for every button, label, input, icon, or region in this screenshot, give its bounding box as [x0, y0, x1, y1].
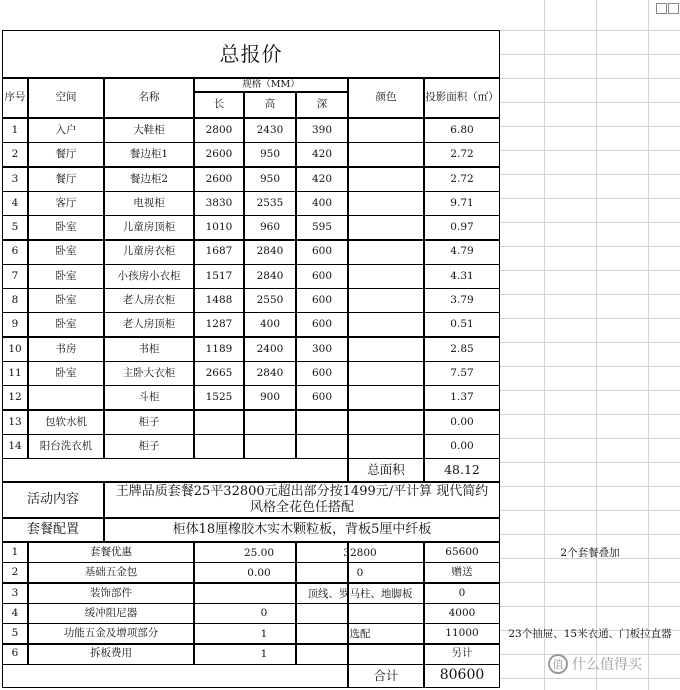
row-height: 950 [244, 142, 296, 167]
item-note [500, 562, 680, 583]
grid-line [500, 366, 680, 367]
row-space: 卧室 [28, 312, 104, 337]
total-area-label: 总面积 [348, 458, 424, 482]
grid-line [500, 150, 680, 151]
row-depth: 595 [296, 215, 348, 240]
row-name: 小孩房小衣柜 [104, 264, 194, 289]
row-height [244, 434, 296, 459]
row-space: 卧室 [28, 215, 104, 240]
grid-line [500, 102, 680, 103]
item-name: 缓冲阻尼器 [28, 603, 194, 624]
header-no: 序号 [2, 78, 28, 118]
row-height [244, 410, 296, 435]
row-name: 老人房衣柜 [104, 288, 194, 313]
row-height: 950 [244, 167, 296, 192]
item-price [296, 644, 424, 665]
total-area-value: 48.12 [424, 458, 500, 482]
grid-line [500, 174, 680, 175]
row-space: 书房 [28, 337, 104, 362]
item-price [296, 603, 424, 624]
blank-cell [2, 664, 348, 688]
item-no: 2 [2, 562, 28, 583]
item-count: 1 [260, 648, 268, 660]
row-length: 1488 [194, 288, 244, 313]
row-name: 柜子 [104, 410, 194, 435]
row-area: 3.79 [424, 288, 500, 313]
item-no: 5 [2, 623, 28, 644]
watermark-logo-icon: 值 [548, 654, 568, 674]
row-no: 14 [2, 434, 28, 459]
row-length [194, 434, 244, 459]
row-name: 柜子 [104, 434, 194, 459]
item-name: 拆板费用 [28, 644, 194, 665]
row-depth [296, 410, 348, 435]
grid-line [500, 486, 680, 487]
row-height: 960 [244, 215, 296, 240]
item-price: 32800 [343, 546, 377, 559]
header-name: 名称 [104, 78, 194, 118]
row-depth [296, 434, 348, 459]
row-area: 2.85 [424, 337, 500, 362]
row-depth: 600 [296, 361, 348, 386]
row-space: 餐厅 [28, 167, 104, 192]
header-color: 颜色 [348, 78, 424, 118]
row-area: 4.79 [424, 240, 500, 265]
row-area: 4.31 [424, 264, 500, 289]
page-title: 总报价 [2, 30, 500, 78]
row-space [28, 385, 104, 410]
row-space: 阳台洗衣机 [28, 434, 104, 459]
row-space: 卧室 [28, 240, 104, 265]
grid-line [500, 270, 680, 271]
row-name: 电视柜 [104, 191, 194, 216]
row-color [348, 167, 424, 192]
row-no: 12 [2, 385, 28, 410]
row-height: 2430 [244, 118, 296, 143]
watermark [548, 652, 678, 676]
row-depth: 390 [296, 118, 348, 143]
item-amount: 另计 [424, 644, 500, 665]
row-area: 9.71 [424, 191, 500, 216]
row-height: 2840 [244, 240, 296, 265]
header-space: 空间 [28, 78, 104, 118]
row-length [194, 410, 244, 435]
grid-line [500, 30, 680, 31]
grid-line [500, 126, 680, 127]
promo-text: 王牌品质套餐25平32800元超出部分按1499元/平计算 现代简约风格全花色任搭配 [104, 482, 500, 518]
row-color [348, 191, 424, 216]
blank-cell [2, 458, 348, 482]
header-area: 投影面积（㎡） [424, 78, 500, 118]
row-space: 卧室 [28, 288, 104, 313]
row-color [348, 312, 424, 337]
grid-line [500, 54, 680, 55]
item-note: 23个抽屉、15米衣通、门板拉直器 [508, 628, 672, 641]
grid-line [500, 294, 680, 295]
row-area: 0.51 [424, 312, 500, 337]
row-color [348, 361, 424, 386]
row-height: 900 [244, 385, 296, 410]
watermark-text: 什么值得买 [572, 657, 642, 673]
row-color [348, 385, 424, 410]
row-no: 7 [2, 264, 28, 289]
item-no: 1 [2, 542, 28, 563]
row-space: 卧室 [28, 361, 104, 386]
package-label: 套餐配置 [2, 518, 104, 542]
item-no: 3 [2, 583, 28, 604]
row-length: 2665 [194, 361, 244, 386]
item-note: 2个套餐叠加 [560, 547, 620, 559]
row-depth: 600 [296, 264, 348, 289]
row-name: 老人房顶柜 [104, 312, 194, 337]
item-amount: 65600 [424, 542, 500, 563]
row-no: 13 [2, 410, 28, 435]
grid-line [500, 246, 680, 247]
row-depth: 300 [296, 337, 348, 362]
row-color [348, 240, 424, 265]
row-area: 7.57 [424, 361, 500, 386]
grid-line [500, 438, 680, 439]
row-no: 11 [2, 361, 28, 386]
row-name: 餐边柜1 [104, 142, 194, 167]
row-length: 1287 [194, 312, 244, 337]
row-color [348, 118, 424, 143]
row-depth: 600 [296, 240, 348, 265]
grid-line [500, 390, 680, 391]
grid-line [500, 534, 680, 535]
item-price: 0 [356, 566, 364, 579]
row-length: 1010 [194, 215, 244, 240]
grid-line [500, 318, 680, 319]
row-depth: 600 [296, 312, 348, 337]
row-length: 3830 [194, 191, 244, 216]
row-no: 3 [2, 167, 28, 192]
item-amount: 赠送 [424, 562, 500, 583]
item-no: 6 [2, 644, 28, 665]
row-name: 书柜 [104, 337, 194, 362]
row-no: 1 [2, 118, 28, 143]
row-depth: 600 [296, 288, 348, 313]
row-depth: 600 [296, 385, 348, 410]
row-name: 餐边柜2 [104, 167, 194, 192]
item-qty: 0.00 [247, 566, 271, 579]
row-area: 0.97 [424, 215, 500, 240]
row-space: 包软水机 [28, 410, 104, 435]
row-length: 1189 [194, 337, 244, 362]
row-color [348, 142, 424, 167]
row-color [348, 288, 424, 313]
row-no: 9 [2, 312, 28, 337]
item-amount: 0 [424, 583, 500, 604]
grid-line [500, 678, 680, 679]
row-area: 6.80 [424, 118, 500, 143]
row-color [348, 264, 424, 289]
row-no: 6 [2, 240, 28, 265]
package-text: 柜体18厘橡胶木实木颗粒板，背板5厘中纤板 [104, 518, 500, 542]
row-no: 8 [2, 288, 28, 313]
row-no: 5 [2, 215, 28, 240]
item-name: 装饰部件 [28, 583, 194, 604]
promo-label: 活动内容 [2, 482, 104, 518]
row-length: 2800 [194, 118, 244, 143]
grid-line [500, 78, 680, 79]
item-amount: 4000 [424, 603, 500, 624]
item-amount: 11000 [424, 623, 500, 644]
row-height: 2840 [244, 264, 296, 289]
row-no: 10 [2, 337, 28, 362]
row-space: 卧室 [28, 264, 104, 289]
item-name: 套餐优惠 [28, 542, 194, 563]
row-color [348, 410, 424, 435]
item-price: 顶线、罗马柱、地脚板 [307, 587, 413, 600]
row-length: 1687 [194, 240, 244, 265]
row-space: 入户 [28, 118, 104, 143]
row-space: 餐厅 [28, 142, 104, 167]
item-no: 4 [2, 603, 28, 624]
grid-line [500, 414, 680, 415]
row-name: 大鞋柜 [104, 118, 194, 143]
row-space: 客厅 [28, 191, 104, 216]
window-control-icon[interactable] [668, 3, 679, 14]
row-no: 2 [2, 142, 28, 167]
grid-line [500, 462, 680, 463]
row-depth: 420 [296, 167, 348, 192]
grid-line [500, 342, 680, 343]
header-spec: 规格（MM） [194, 78, 348, 92]
row-area: 2.72 [424, 167, 500, 192]
row-name: 儿童房衣柜 [104, 240, 194, 265]
window-control-icon[interactable] [656, 3, 667, 14]
row-no: 4 [2, 191, 28, 216]
row-depth: 420 [296, 142, 348, 167]
row-color [348, 434, 424, 459]
row-area: 1.37 [424, 385, 500, 410]
row-name: 主卧大衣柜 [104, 361, 194, 386]
row-length: 1517 [194, 264, 244, 289]
item-count: 0 [260, 607, 268, 620]
toolbar-strip [0, 0, 680, 18]
grid-line [500, 222, 680, 223]
row-color [348, 337, 424, 362]
header-length: 长 [194, 92, 244, 118]
header-depth: 深 [296, 92, 348, 118]
row-length: 2600 [194, 167, 244, 192]
row-length: 2600 [194, 142, 244, 167]
item-name: 基础五金包 [28, 562, 194, 583]
row-area: 2.72 [424, 142, 500, 167]
row-area: 0.00 [424, 434, 500, 459]
grand-total-value: 80600 [424, 664, 500, 688]
row-height: 400 [244, 312, 296, 337]
row-length: 1525 [194, 385, 244, 410]
item-count: 1 [260, 627, 268, 640]
item-note [500, 603, 680, 624]
item-note [500, 583, 680, 604]
header-height: 高 [244, 92, 296, 118]
row-name: 儿童房顶柜 [104, 215, 194, 240]
row-area: 0.00 [424, 410, 500, 435]
row-name: 斗柜 [104, 385, 194, 410]
grid-line [500, 198, 680, 199]
item-price: 选配 [349, 628, 371, 641]
row-height: 2840 [244, 361, 296, 386]
grid-line [500, 510, 680, 511]
row-height: 2535 [244, 191, 296, 216]
grand-total-label: 合计 [348, 664, 424, 688]
row-height: 2550 [244, 288, 296, 313]
row-color [348, 215, 424, 240]
row-depth: 400 [296, 191, 348, 216]
item-name: 功能五金及增项部分 [28, 623, 194, 644]
item-qty: 25.00 [243, 546, 275, 559]
row-height: 2400 [244, 337, 296, 362]
